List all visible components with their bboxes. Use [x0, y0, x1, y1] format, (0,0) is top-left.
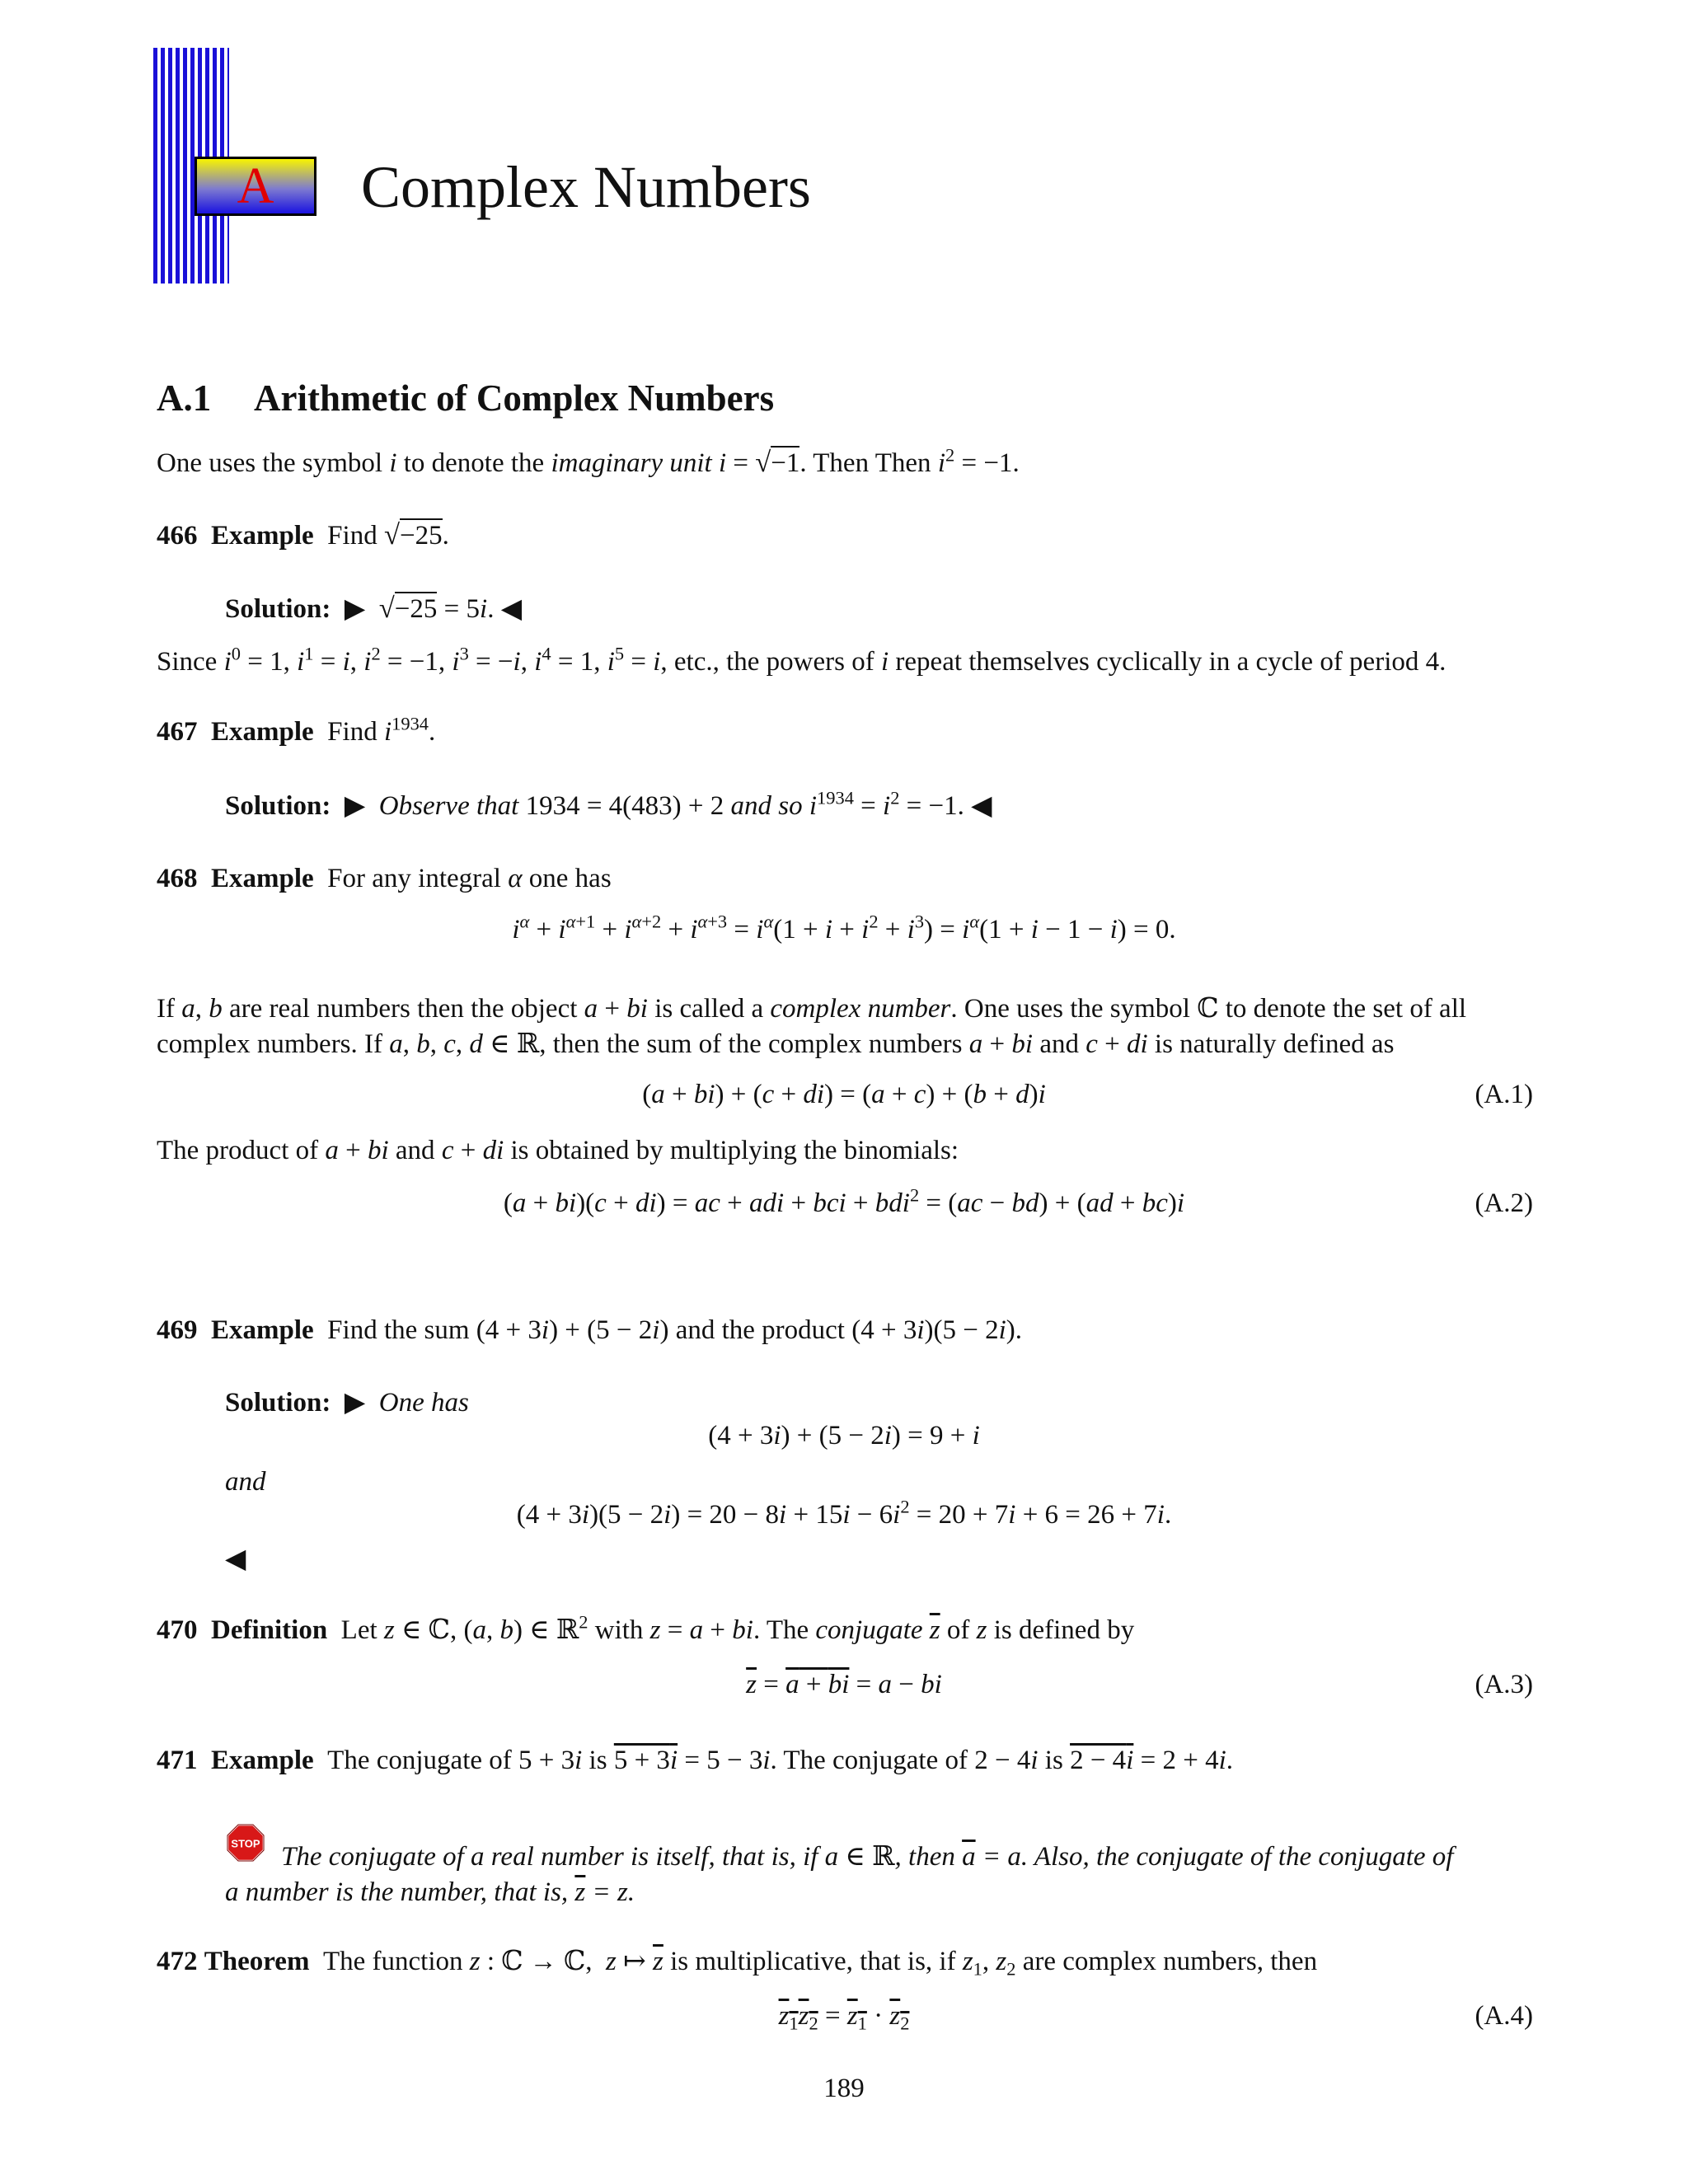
product-paragraph: The product of a + bi and c + di is obtained by multiplying the binomials: — [157, 1136, 959, 1165]
section-number: A.1 — [157, 377, 212, 419]
example-466: 466 Example Find √−25. — [157, 519, 449, 551]
theorem-472: 472 Theorem The function z : ℂ → ℂ, z ↦ $\overline{z}$ is multiplicative, that is, if $z_1$, $z_2$ are complex numbers, then — [157, 1947, 1318, 1980]
example-number: 466 — [157, 521, 198, 551]
equation-a2: (a + bi)(c + di) = ac + adi + bci + bdi$^2$ = (ac − bd) + (ad + bc)i — [503, 1184, 1185, 1218]
equation-number-a4: (A.4) — [1475, 2001, 1533, 2031]
example-468: 468 Example For any integral α one has — [157, 864, 612, 893]
solution-469-and: and — [225, 1467, 266, 1497]
equation-a3: $\overline{z} = a$ + bi = a − bi — [746, 1670, 942, 1699]
section-heading — [157, 375, 774, 421]
solution-469: Solution: ▶ One has — [225, 1388, 469, 1418]
equation-number-a1: (A.1) — [1475, 1080, 1533, 1109]
svg-text:STOP: STOP — [231, 1837, 260, 1850]
chapter-letter-box — [195, 157, 316, 216]
solution-467: Solution: ▶ Observe that 1934 = 4(483) + 2 and so $i^{1934} = i^2 = -1$. ◀ — [225, 787, 992, 821]
powers-of-i-paragraph: Since $i^0 = 1$, $i^1 = i$, $i^2 = -1$, $i^3 = -i$, $i^4 = 1$, $i^5 = i$, etc., the powers of i repeat themselves cyclically in a cycle of period 4. — [157, 643, 1447, 677]
page-number: 189 — [823, 2074, 865, 2103]
solution-end-marker: ◀ — [225, 1544, 246, 1574]
equation-468: $i^\alpha + i^{\alpha+1} + i^{\alpha+2} + i^{\alpha+3} = i^\alpha(1 + i + i^2 + i^3) = i^\alpha(1 + i - 1 - i) = 0$. — [512, 911, 1176, 944]
intro-paragraph: One uses the symbol i to denote the imaginary unit i = √−1. Then Then $i^2 = -1$. — [157, 444, 1020, 478]
complex-number-definition: If a, b are real numbers then the object a + bi is called a complex number. One uses the symbol ℂ to denote the set of all complex numbers. If a, b, c, d ∈ ℝ, then the sum of the complex numbers a + bi and c + di is naturally defined as — [157, 994, 1467, 1060]
equation-number-a2: (A.2) — [1475, 1188, 1533, 1218]
equation-number-a3: (A.3) — [1475, 1670, 1533, 1699]
solution-466: Solution: ▶ √−25 = 5i. ◀ — [225, 593, 523, 624]
example-469: 469 Example Find the sum (4 + 3i) + (5 − 2i) and the product (4 + 3i)(5 − 2i). — [157, 1315, 1023, 1345]
chapter-title: Complex Numbers — [361, 154, 811, 220]
equation-a4: $z_1z_2 = z_1 \cdot z_2$ — [778, 2001, 910, 2034]
example-467: 467 Example Find $i^{1934}$. — [157, 713, 436, 747]
chapter-letter: A — [237, 158, 274, 214]
equation-a1: (a + bi) + (c + di) = (a + c) + (b + d)i — [642, 1080, 1046, 1109]
remark-paragraph: The conjugate of a real number is itself, that is, if a ∈ ℝ, then $\overline{a} = a$. Also, the conjugate of the conjugate of a number is the number, that is, z = z. — [225, 1842, 1454, 1908]
example-471: 471 Example The conjugate of 5 + 3i is 5 + 3i = 5 − 3i. The conjugate of 2 − 4i is 2 − 4i = 2 + 4i. — [157, 1746, 1234, 1775]
equation-469-sum: (4 + 3i) + (5 − 2i) = 9 + i — [708, 1421, 980, 1451]
definition-470: 470 Definition Let z ∈ ℂ, (a, b) ∈ ℝ$^2$ with z = a + bi. The conjugate $\overline{z}$ of z is defined by — [157, 1611, 1135, 1645]
equation-469-product: $(4 + 3i)(5 - 2i) = 20 - 8i + 15i - 6i^2 = 20 + 7i + 6 = 26 + 7i$. — [516, 1496, 1172, 1530]
section-title: Arithmetic of Complex Numbers — [254, 377, 775, 419]
